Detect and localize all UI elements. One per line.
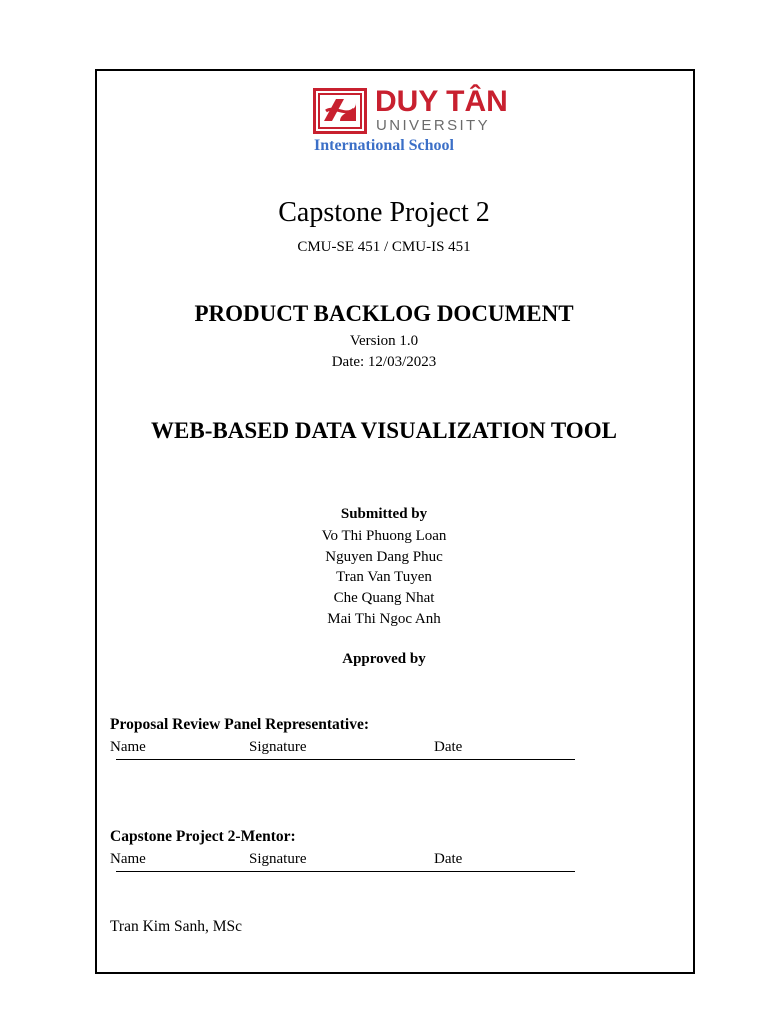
logo-university-name: DUY TÂN [375, 85, 508, 118]
logo-university-sub: UNIVERSITY [376, 117, 491, 134]
team-member: Che Quang Nhat [333, 590, 435, 607]
review-panel-signature-line [110, 739, 575, 760]
name-column-label: Name [110, 739, 146, 755]
document-version: Version 1.0 [349, 333, 419, 349]
course-code: CMU-SE 451 / CMU-IS 451 [297, 239, 471, 255]
school-name: International School [313, 137, 454, 154]
document-title: PRODUCT BACKLOG DOCUMENT [194, 301, 574, 326]
team-member: Vo Thi Phuong Loan [321, 528, 447, 544]
team-member: Mai Thi Ngoc Anh [327, 610, 441, 627]
page-title: Capstone Project 2 [278, 197, 490, 228]
team-member: Nguyen Dang Phuc [325, 548, 443, 565]
mentor-label: Capstone Project 2-Mentor: [110, 828, 296, 845]
date-column-label: Date [434, 739, 463, 755]
approved-by-label: Approved by [342, 651, 426, 667]
signature-column-label: Signature [249, 851, 307, 867]
team-members-list [0, 526, 768, 630]
signature-column-label: Signature [249, 739, 307, 755]
university-logo [313, 85, 508, 136]
document-date: Date: 12/03/2023 [331, 354, 437, 370]
team-member: Tran Van Tuyen [336, 569, 432, 586]
date-column-label: Date [434, 851, 463, 867]
project-title: WEB-BASED DATA VISUALIZATION TOOL [151, 418, 617, 443]
mentor-signature-line [110, 851, 575, 872]
submitted-by-label: Submitted by [340, 506, 428, 522]
review-panel-label: Proposal Review Panel Representative: [110, 716, 370, 733]
mentor-name: Tran Kim Sanh, MSc [110, 918, 243, 935]
name-column-label: Name [110, 851, 146, 867]
duy-tan-emblem-icon [313, 88, 367, 134]
